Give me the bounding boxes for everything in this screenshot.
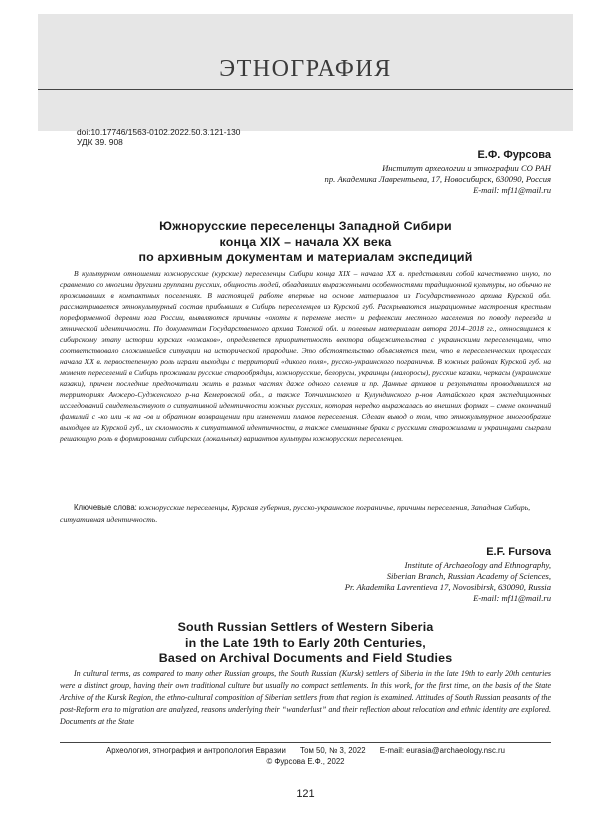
ru-author-block xyxy=(325,150,551,196)
ru-title-line3: по архивным документам и материалам экспедиций xyxy=(138,250,473,264)
en-title-line1: South Russian Settlers of Western Siberia xyxy=(177,620,434,634)
footer-volume: Том 50, № 3, 2022 xyxy=(299,746,366,755)
ru-title-line2: конца XIX – начала XX века xyxy=(219,234,392,249)
en-title-line2: in the Late 19th to Early 20th Centuries, xyxy=(185,635,426,650)
ru-author-address: пр. Академика Лаврентьева, 17, Новосибирск, 630090, Россия xyxy=(324,174,551,184)
ru-title-line1: Южнорусские переселенцы Западной Сибири xyxy=(159,219,452,233)
ru-keywords-label: Ключевые слова: xyxy=(74,503,137,512)
en-abstract: In cultural terms, as compared to many other Russian groups, the South Russian (Kursk) settlers of Siberia in the late 19th to early 20th centuries were a distinct group, having their own traditional culture but usually no compact settlements. In this work, for the first time, on the basis of the State Archive of the Kursk Region, the ethno-cultural composition of Siberian settlers from that region is examined. Attitudes of South Russian peasants of the post-Reform era to migration are analyzed, reasons underlying their “wanderlust” and their reflection about relocation and ethnic identity are explored. Documents at the State xyxy=(60,669,551,726)
en-title-line3: Based on Archival Documents and Field Studies xyxy=(158,651,453,665)
en-article-title xyxy=(60,620,551,667)
journal-section-title: ЭТНОГРАФИЯ xyxy=(219,56,392,82)
ru-article-title xyxy=(60,219,551,266)
en-author-name: E.F. Fursova xyxy=(486,546,551,558)
article-meta xyxy=(77,127,240,147)
en-author-affiliation2: Siberian Branch, Russian Academy of Sciences, xyxy=(386,571,551,581)
header-rule xyxy=(38,89,573,90)
ru-author-name: Е.Ф. Фурсова xyxy=(477,149,551,161)
footer-rule xyxy=(60,742,551,743)
footer-journal-line xyxy=(60,746,551,755)
ru-keywords xyxy=(60,502,551,526)
en-author-block xyxy=(345,547,551,604)
ru-keywords-text: южнорусские переселенцы, Курская губерния, русско-украинское пограничье, причины переселения, Западная Сибирь, ситуативная идентичность. xyxy=(60,503,531,524)
doi[interactable]: doi:10.17746/1563-0102.2022.50.3.121-130 xyxy=(77,127,241,137)
en-author-address: Pr. Akademika Lavrentieva 17, Novosibirsk, 630090, Russia xyxy=(344,582,551,592)
footer-copyright: © Фурсова Е.Ф., 2022 xyxy=(266,757,345,766)
page-number: 121 xyxy=(296,788,315,800)
udc: УДК 39. 908 xyxy=(77,137,123,147)
ru-author-affiliation: Институт археологии и этнографии СО РАН xyxy=(382,163,551,173)
footer-email[interactable]: E-mail: eurasia@archaeology.nsc.ru xyxy=(379,746,505,755)
footer-journal-name: Археология, этнография и антропология Евразии xyxy=(106,746,286,755)
ru-abstract: В культурном отношении южнорусские (курские) переселенцы Сибири конца XIX – начала XX в. представляли собой качественно иную, по сравнению со многими другими группами русских, общность людей, обладавших выраженными особенностями традиционной культуры, но обычно не проживавших в компактных поселениях. В настоящей работе впервые на основе материалов из Государственного архива Курской обл. рассматривается этнокультурный состав прибывших в Сибирь переселенцев из Курской губ. Раскрываются миграционные настроения крестьян пореформенной деревни юга России, выявляются причины «охоты к перемене мест» и рефлексии местного населения по поводу переезда и этнической идентичности. По документам Государственного архива Томской обл. и полевым материалам автора 2014–2018 гг., относящимся к сибирскому этапу истории курских «южаков», определяется приоритетность вектора общежительства с украинскими переселенцами, что соответствовало сложившейся ситуации на исторической прародине. Это обстоятельство объясняется тем, что в переселенческих процессах начала XX в. первостепенную роль играли выходцы с территорий «дикого поля», русско-украинского пограничья. В южных районах Курской губ. на момент переселений в Сибирь проживали русские старообрядцы, южнорусские, белорусы, украинцы (малоросы), русские казаки, черкасы (украинские казаки), причем последние предпочитали жить в разных частях даже одного селения и пр. Данные архивов и результаты проводившихся на территориях Анжеро-Судженского р-на Кемеровской обл., а также Топчихинского и Кулундинского р-нов Алтайского края экспедиционных исследований свидетельствуют о ситуативной идентичности южных русских, которая нередко выражалась во внешних формах – смене окончаний фамилий с -ко или -к на -ов и обратном возвращении при изменении планов переселения. Сделан вывод о том, что этнокультурное многообразие выходцев из Курской губ., их склонность к ситуативной идентичности, а также смешанные браки с русскими старожилами и украинцами сыграли решающую роль в формировании сибирских (локальных) вариантов культуры южнорусских переселенцев. xyxy=(60,269,551,443)
ru-author-email[interactable]: E-mail: mf11@mail.ru xyxy=(473,185,551,195)
en-author-email[interactable]: E-mail: mf11@mail.ru xyxy=(473,593,551,603)
en-author-affiliation1: Institute of Archaeology and Ethnography, xyxy=(404,560,551,570)
